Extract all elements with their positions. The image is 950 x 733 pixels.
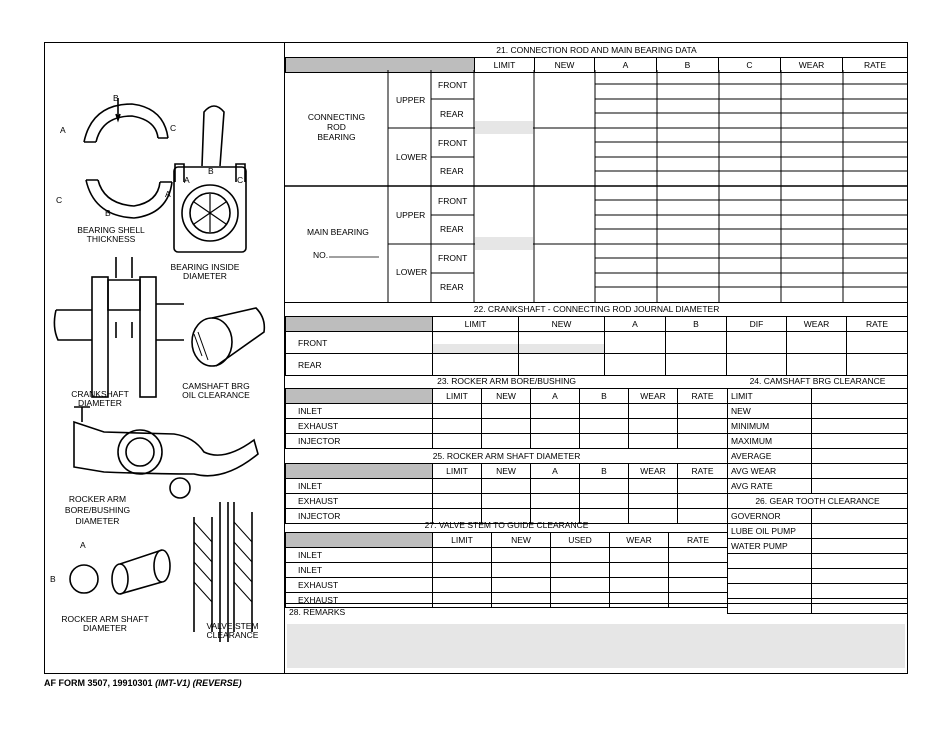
col-rate: RATE <box>669 533 728 548</box>
col-limit: LIMIT <box>433 464 482 479</box>
letter-c-shell-lower: C <box>56 195 63 205</box>
cell[interactable] <box>812 389 908 404</box>
cell[interactable] <box>728 554 812 569</box>
cell[interactable] <box>551 563 610 578</box>
cell[interactable] <box>812 404 908 419</box>
row-label: INLET <box>286 548 433 563</box>
section-23-title: 23. ROCKER ARM BORE/BUSHING <box>437 376 576 386</box>
letter-a-shell: A <box>60 125 66 135</box>
row-label: INJECTOR <box>286 509 433 524</box>
row-label: MINIMUM <box>728 419 812 434</box>
row-label: AVG WEAR <box>728 464 812 479</box>
cell[interactable] <box>551 578 610 593</box>
caption-rocker-shaft: ROCKER ARM SHAFT DIAMETER <box>61 614 149 633</box>
row-label: EXHAUST <box>286 593 433 608</box>
section-22-title: 22. CRANKSHAFT - CONNECTING ROD JOURNAL DIAMETER <box>473 304 720 314</box>
cell[interactable] <box>433 434 482 449</box>
cell[interactable] <box>812 449 908 464</box>
row-label: NEW <box>728 404 812 419</box>
col-wear: WEAR <box>629 464 678 479</box>
caption-crankshaft: CRANKSHAFT DIAMETER <box>71 389 129 408</box>
col-limit: LIMIT <box>475 58 535 73</box>
row-label: EXHAUST <box>286 494 433 509</box>
cell[interactable] <box>678 404 728 419</box>
cell[interactable] <box>678 434 728 449</box>
row-label: AVG RATE <box>728 479 812 494</box>
cell[interactable] <box>669 578 728 593</box>
cell[interactable] <box>669 563 728 578</box>
cell[interactable] <box>678 419 728 434</box>
cell[interactable] <box>551 548 610 563</box>
row-label: INLET <box>286 563 433 578</box>
cell[interactable] <box>812 434 908 449</box>
section-25-header-blank <box>286 464 433 479</box>
col-new: NEW <box>492 533 551 548</box>
connecting-rod-bearing-label: CONNECTING ROD BEARING <box>307 112 366 142</box>
cell[interactable] <box>580 479 629 494</box>
col-wear: WEAR <box>610 533 669 548</box>
col-wear: WEAR <box>629 389 678 404</box>
col-limit: LIMIT <box>433 533 492 548</box>
section-25-title: 25. ROCKER ARM SHAFT DIAMETER <box>432 451 581 461</box>
cell[interactable] <box>482 479 531 494</box>
form-id: AF FORM 3507, 19910301 <box>44 678 153 688</box>
caption-bearing-inside: BEARING INSIDE DIAMETER <box>170 262 240 281</box>
cell[interactable] <box>666 354 727 376</box>
cell[interactable] <box>678 494 728 509</box>
cell[interactable] <box>519 332 605 354</box>
main-lower-rear: REAR <box>440 282 464 292</box>
caption-bearing-shell: BEARING SHELL THICKNESS <box>77 225 145 244</box>
col-a: A <box>605 317 666 332</box>
section-21-title: 21. CONNECTION ROD AND MAIN BEARING DATA <box>496 45 697 55</box>
col-new: NEW <box>482 464 531 479</box>
row-label: EXHAUST <box>286 419 433 434</box>
col-rate: RATE <box>843 58 908 73</box>
cell[interactable] <box>812 509 908 524</box>
cell[interactable] <box>482 404 531 419</box>
col-limit: LIMIT <box>433 317 519 332</box>
section-21-table <box>285 43 908 73</box>
col-a: A <box>531 464 580 479</box>
letter-a-rod: A <box>184 175 190 185</box>
cell[interactable] <box>812 569 908 584</box>
caption-camshaft: CAMSHAFT BRG OIL CLEARANCE <box>182 381 250 400</box>
section-22-table <box>285 302 908 376</box>
section-24-table <box>727 374 908 614</box>
caption-rocker-bore: ROCKER ARM BORE/BUSHING DIAMETER <box>64 494 131 526</box>
cell[interactable] <box>812 524 908 539</box>
row-label: MAXIMUM <box>728 434 812 449</box>
col-b: B <box>580 389 629 404</box>
remarks-area <box>285 603 907 674</box>
cell[interactable] <box>847 332 908 354</box>
col-rate: RATE <box>678 389 728 404</box>
cell[interactable] <box>531 479 580 494</box>
cell[interactable] <box>610 548 669 563</box>
cell[interactable] <box>580 404 629 419</box>
main-upper-front: FRONT <box>438 196 468 206</box>
main-upper-rear: REAR <box>440 224 464 234</box>
cell[interactable] <box>605 354 666 376</box>
col-b: B <box>580 464 629 479</box>
cell[interactable] <box>433 419 482 434</box>
rod-upper-rear: REAR <box>440 109 464 119</box>
row-label: EXHAUST <box>286 578 433 593</box>
cell[interactable] <box>492 548 551 563</box>
section-23-table <box>285 374 728 524</box>
row-label: LIMIT <box>728 389 812 404</box>
cell[interactable] <box>433 404 482 419</box>
cell[interactable] <box>629 494 678 509</box>
cell[interactable] <box>433 563 492 578</box>
main-upper-label: UPPER <box>396 210 426 220</box>
cell[interactable] <box>492 578 551 593</box>
cell[interactable] <box>492 563 551 578</box>
row-label: AVERAGE <box>728 449 812 464</box>
row-label: WATER PUMP <box>728 539 812 554</box>
rod-lower-rear: REAR <box>440 166 464 176</box>
letter-c-shell: C <box>170 123 177 133</box>
col-wear: WEAR <box>781 58 843 73</box>
row-label: FRONT <box>286 332 433 354</box>
cell[interactable] <box>678 479 728 494</box>
col-wear: WEAR <box>787 317 847 332</box>
cell[interactable] <box>433 354 519 376</box>
cell[interactable] <box>669 548 728 563</box>
main-bearing-label: MAIN BEARING <box>307 227 369 237</box>
caption-valve-stem: VALVE STEM CLEARANCE <box>206 621 259 640</box>
col-dif: DIF <box>727 317 787 332</box>
section-24-title: 24. CAMSHAFT BRG CLEARANCE <box>749 376 886 386</box>
cell[interactable] <box>727 354 787 376</box>
col-used: USED <box>551 533 610 548</box>
cell[interactable] <box>519 354 605 376</box>
cell[interactable] <box>580 434 629 449</box>
remarks-title: 28. REMARKS <box>289 607 346 617</box>
cell[interactable] <box>629 419 678 434</box>
cell[interactable] <box>787 354 847 376</box>
col-new: NEW <box>519 317 605 332</box>
cell[interactable] <box>531 404 580 419</box>
cell[interactable] <box>728 569 812 584</box>
section-26-title: 26. GEAR TOOTH CLEARANCE <box>755 496 880 506</box>
row-label: INLET <box>286 404 433 419</box>
col-rate: RATE <box>847 317 908 332</box>
remarks-input[interactable] <box>287 624 905 668</box>
letter-b-rod: B <box>208 166 214 176</box>
cell[interactable] <box>433 332 519 354</box>
letter-b-shaft: B <box>50 574 56 584</box>
col-b: B <box>666 317 727 332</box>
section-21-body <box>285 70 907 303</box>
letter-a-shaft: A <box>80 540 86 550</box>
cell[interactable] <box>531 419 580 434</box>
cell[interactable] <box>531 434 580 449</box>
row-label: GOVERNOR <box>728 509 812 524</box>
cell[interactable] <box>610 578 669 593</box>
cell[interactable] <box>629 434 678 449</box>
cell[interactable] <box>580 494 629 509</box>
cell[interactable] <box>629 404 678 419</box>
cell[interactable] <box>812 479 908 494</box>
engine-parts-illustrations <box>44 42 285 674</box>
cell[interactable] <box>433 548 492 563</box>
section-27-header-blank <box>286 533 433 548</box>
form-footer <box>44 678 242 688</box>
col-a: A <box>531 389 580 404</box>
cell[interactable] <box>433 578 492 593</box>
row-label: REAR <box>286 354 433 376</box>
col-rate: RATE <box>678 464 728 479</box>
col-a: A <box>595 58 657 73</box>
cell[interactable] <box>812 464 908 479</box>
col-b: B <box>657 58 719 73</box>
form-suffix: (IMT-V1) (REVERSE) <box>155 678 242 688</box>
cell[interactable] <box>482 494 531 509</box>
rod-lower-label: LOWER <box>396 152 428 162</box>
main-lower-label: LOWER <box>396 267 428 277</box>
rod-lower-front: FRONT <box>438 138 468 148</box>
cell[interactable] <box>433 494 482 509</box>
row-label: INLET <box>286 479 433 494</box>
cell[interactable] <box>433 479 482 494</box>
col-limit: LIMIT <box>433 389 482 404</box>
cell[interactable] <box>605 332 666 354</box>
col-c: C <box>719 58 781 73</box>
cell[interactable] <box>666 332 727 354</box>
main-bearing-no-label: NO. <box>313 250 329 260</box>
cell[interactable] <box>812 419 908 434</box>
cell[interactable] <box>812 539 908 554</box>
section-22-header-blank <box>286 317 433 332</box>
row-label: LUBE OIL PUMP <box>728 524 812 539</box>
letter-a-shell-lower: A <box>165 189 171 199</box>
main-lower-front: FRONT <box>438 253 468 263</box>
cell[interactable] <box>847 354 908 376</box>
letter-c-rod: C <box>237 175 244 185</box>
section-21-grid <box>285 70 907 302</box>
cell[interactable] <box>531 494 580 509</box>
section-23-header-blank <box>286 389 433 404</box>
cell[interactable] <box>580 419 629 434</box>
rod-upper-front: FRONT <box>438 80 468 90</box>
col-new: NEW <box>535 58 595 73</box>
cell[interactable] <box>482 434 531 449</box>
letter-b-shell-lower: B <box>105 208 111 218</box>
col-new: NEW <box>482 389 531 404</box>
cell[interactable] <box>787 332 847 354</box>
section-27-title: 27. VALVE STEM TO GUIDE CLEARANCE <box>424 520 589 530</box>
letter-b-shell: B <box>113 93 119 103</box>
cell[interactable] <box>812 584 908 599</box>
cell[interactable] <box>629 479 678 494</box>
cell[interactable] <box>482 419 531 434</box>
cell[interactable] <box>728 584 812 599</box>
row-label: INJECTOR <box>286 434 433 449</box>
cell[interactable] <box>610 563 669 578</box>
section-27-table <box>285 518 728 608</box>
cell[interactable] <box>812 554 908 569</box>
cell[interactable] <box>727 332 787 354</box>
rod-upper-label: UPPER <box>396 95 426 105</box>
